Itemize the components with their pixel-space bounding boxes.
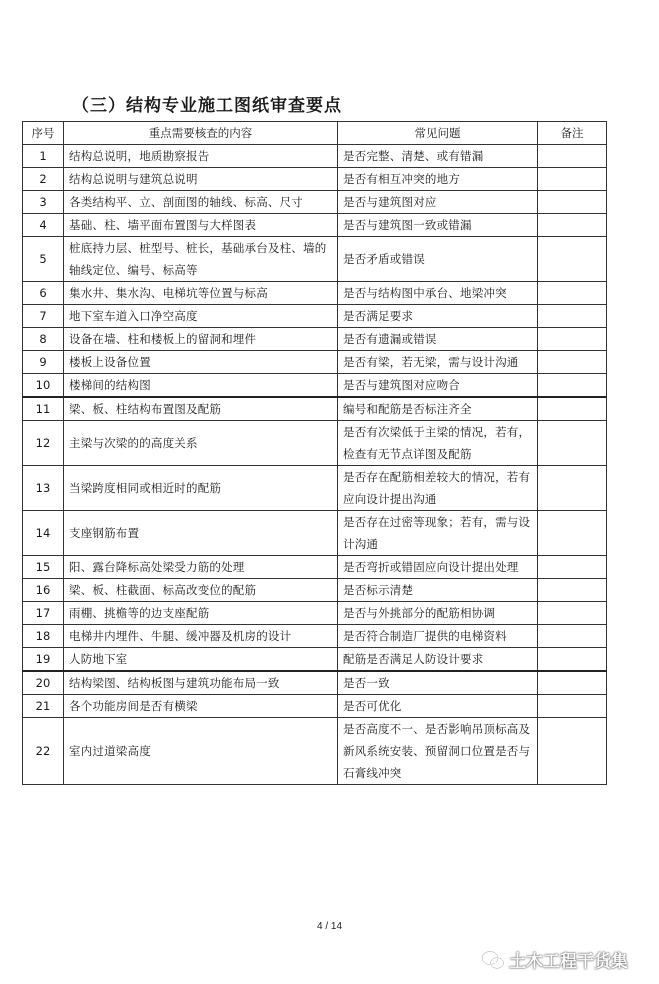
row-index: 14 [23,511,64,556]
row-remarks [538,466,607,511]
row-content: 当梁跨度相同或相近时的配筋 [64,466,338,511]
row-index: 2 [23,168,64,191]
table-row [23,397,607,421]
row-index: 13 [23,466,64,511]
row-remarks [538,671,607,695]
row-content: 集水井、集水沟、电梯坑等位置与标高 [64,282,338,305]
row-index: 8 [23,328,64,351]
row-issues: 是否有遗漏或错误 [338,328,538,351]
row-index: 22 [23,718,64,785]
table-row [23,305,607,328]
table-row [23,282,607,305]
row-index: 18 [23,625,64,648]
row-issues: 是否完整、清楚、或有错漏 [338,145,538,168]
row-issues: 是否符合制造厂提供的电梯资料 [338,625,538,648]
page-number: 4 / 14 [316,921,343,932]
row-content: 梁、板、柱结构布置图及配筋 [64,397,338,421]
row-issues: 是否高度不一、是否影响吊顶标高及新风系统安装、预留洞口位置是否与石膏线冲突 [338,718,538,785]
table-row [23,191,607,214]
row-issues: 是否与建筑图对应 [338,191,538,214]
row-index: 4 [23,214,64,237]
row-index: 21 [23,695,64,718]
row-content: 各个功能房间是否有横梁 [64,695,338,718]
row-remarks [538,602,607,625]
row-remarks [538,282,607,305]
row-content: 阳、露台降标高处梁受力筋的处理 [64,556,338,579]
table-row [23,625,607,648]
row-remarks [538,718,607,785]
row-content: 基础、柱、墙平面布置图与大样图表 [64,214,338,237]
wechat-icon [481,950,505,970]
watermark-text: 土木工程干货集 [509,952,628,972]
row-index: 7 [23,305,64,328]
row-issues: 是否一致 [338,671,538,695]
table-row [23,602,607,625]
row-issues: 是否与外挑部分的配筋相协调 [338,602,538,625]
table-row [23,695,607,718]
watermark [481,947,628,972]
row-remarks [538,237,607,282]
row-issues: 是否与建筑图对应吻合 [338,374,538,398]
row-remarks [538,351,607,374]
row-content: 电梯井内埋件、牛腿、缓冲器及机房的设计 [64,625,338,648]
row-content: 主梁与次梁的的高度关系 [64,421,338,466]
row-issues: 是否有次梁低于主梁的情况，若有，检查有无节点详图及配筋 [338,421,538,466]
table-row [23,168,607,191]
header-index: 序号 [23,122,64,145]
row-issues: 编号和配筋是否标注齐全 [338,397,538,421]
table-row [23,328,607,351]
row-content: 楼板上设备位置 [64,351,338,374]
row-content: 结构梁图、结构板图与建筑功能布局一致 [64,671,338,695]
row-index: 9 [23,351,64,374]
row-issues: 是否有梁，若无梁，需与设计沟通 [338,351,538,374]
row-issues: 是否存在过密等现象；若有，需与设计沟通 [338,511,538,556]
table-row [23,718,607,785]
row-index: 5 [23,237,64,282]
row-issues: 是否满足要求 [338,305,538,328]
table-row [23,556,607,579]
row-issues: 配筋是否满足人防设计要求 [338,648,538,672]
row-content: 结构总说明，地质勘察报告 [64,145,338,168]
row-content: 室内过道梁高度 [64,718,338,785]
table-row [23,579,607,602]
header-remarks: 备注 [538,122,607,145]
table-row [23,351,607,374]
row-content: 梁、板、柱截面、标高改变位的配筋 [64,579,338,602]
row-content: 雨棚、挑檐等的边支座配筋 [64,602,338,625]
row-index: 16 [23,579,64,602]
row-content: 地下室车道入口净空高度 [64,305,338,328]
row-content: 设备在墙、柱和楼板上的留洞和埋件 [64,328,338,351]
row-content: 支座钢筋布置 [64,511,338,556]
row-content: 楼梯间的结构图 [64,374,338,398]
row-content: 各类结构平、立、剖面图的轴线、标高、尺寸 [64,191,338,214]
row-index: 12 [23,421,64,466]
row-index: 15 [23,556,64,579]
row-remarks [538,374,607,398]
row-remarks [538,511,607,556]
table-row [23,374,607,398]
table-header-row [23,122,607,145]
row-remarks [538,397,607,421]
header-issues: 常见问题 [338,122,538,145]
row-content: 结构总说明与建筑总说明 [64,168,338,191]
row-remarks [538,168,607,191]
row-remarks [538,556,607,579]
header-content: 重点需要核查的内容 [64,122,338,145]
row-content: 桩底持力层、桩型号、桩长，基础承台及柱、墙的轴线定位、编号、标高等 [64,237,338,282]
table-row [23,145,607,168]
row-issues: 是否标示清楚 [338,579,538,602]
table-row [23,466,607,511]
row-issues: 是否有相互冲突的地方 [338,168,538,191]
row-index: 20 [23,671,64,695]
row-issues: 是否与结构图中承台、地梁冲突 [338,282,538,305]
row-remarks [538,305,607,328]
row-index: 11 [23,397,64,421]
row-remarks [538,648,607,672]
row-issues: 是否存在配筋相差较大的情况，若有应向设计提出沟通 [338,466,538,511]
row-remarks [538,579,607,602]
table-row [23,648,607,672]
row-remarks [538,328,607,351]
row-remarks [538,145,607,168]
table-row [23,214,607,237]
table-row [23,237,607,282]
row-remarks [538,695,607,718]
row-content: 人防地下室 [64,648,338,672]
row-issues: 是否可优化 [338,695,538,718]
row-index: 1 [23,145,64,168]
table-row [23,511,607,556]
section-title: （三）结构专业施工图纸审查要点 [72,96,342,116]
row-remarks [538,191,607,214]
row-index: 10 [23,374,64,398]
row-issues: 是否弯折或错固应向设计提出处理 [338,556,538,579]
row-issues: 是否矛盾或错误 [338,237,538,282]
table-row [23,671,607,695]
table-row [23,421,607,466]
row-remarks [538,421,607,466]
row-index: 17 [23,602,64,625]
row-remarks [538,625,607,648]
row-index: 6 [23,282,64,305]
review-table [22,121,607,785]
row-remarks [538,214,607,237]
row-index: 3 [23,191,64,214]
row-index: 19 [23,648,64,672]
row-issues: 是否与建筑图一致或错漏 [338,214,538,237]
